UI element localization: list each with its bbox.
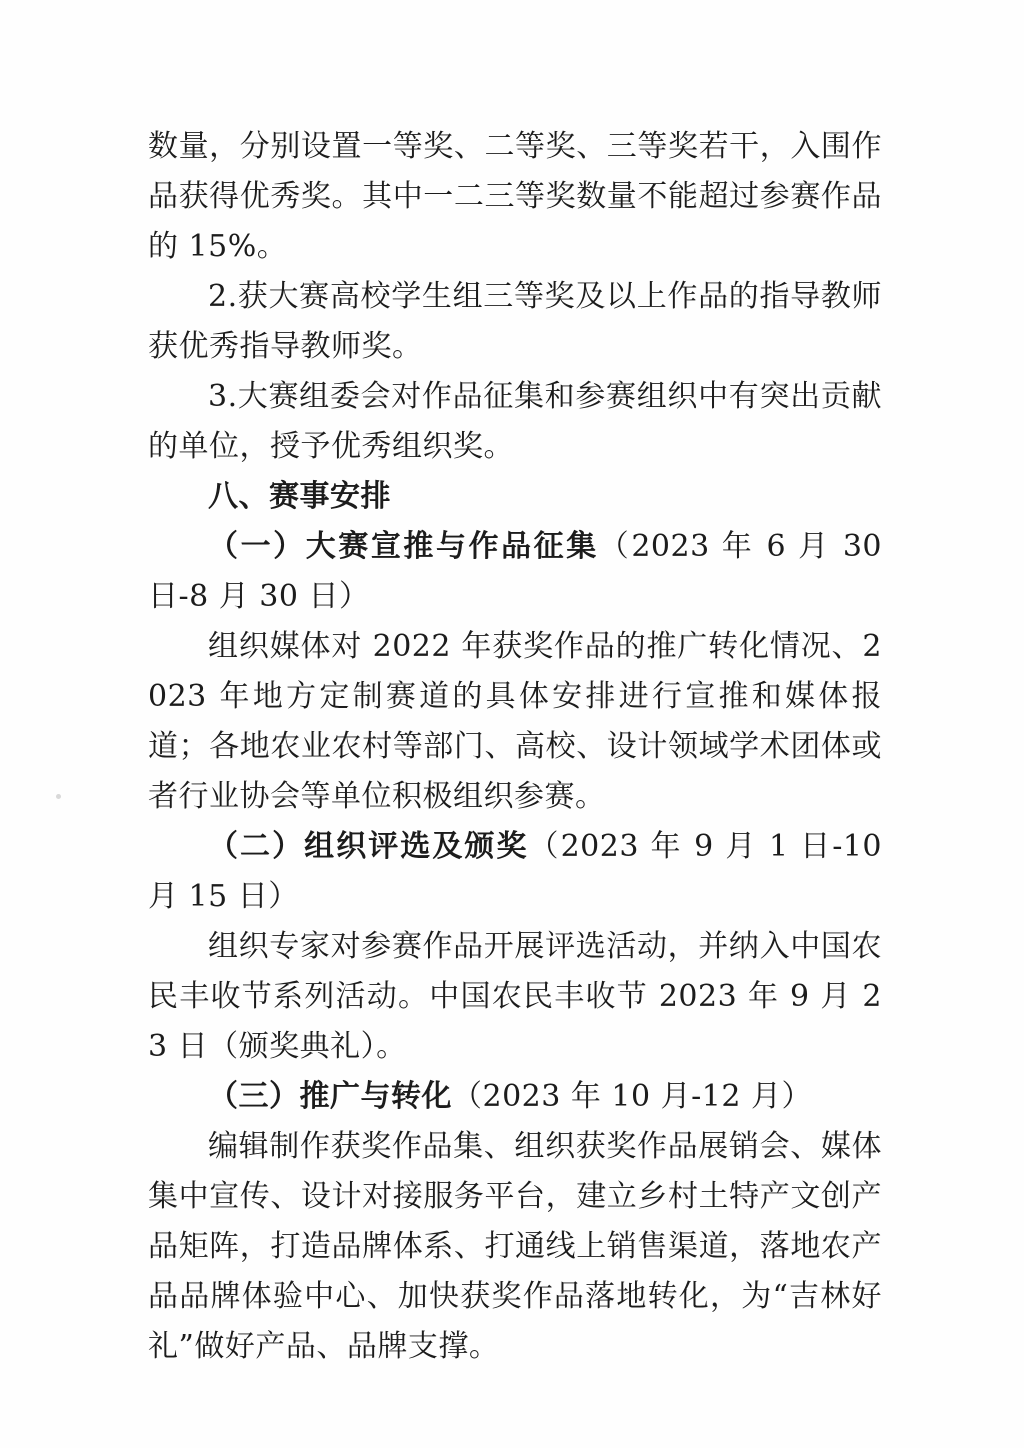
paragraph xyxy=(148,122,882,272)
paragraph-text: 2.获大赛高校学生组三等奖及以上作品的指导教师获优秀指导教师奖。 xyxy=(148,279,882,364)
paragraph-text: 编辑制作获奖作品集、组织获奖作品展销会、媒体集中宣传、设计对接服务平台，建立乡村土特产文创产品矩阵，打造品牌体系、打通线上销售渠道，落地农产品品牌体验中心、加快获奖作品落地转化，为“吉林好礼”做好产品、品牌支撑。 xyxy=(148,1129,882,1364)
paragraph xyxy=(148,822,882,922)
paragraph-text-bold: （一）大赛宣推与作品征集 xyxy=(208,529,599,564)
paragraph xyxy=(148,472,882,522)
paragraph-text: 数量，分别设置一等奖、二等奖、三等奖若干，入围作品获得优秀奖。其中一二三等奖数量不能超过参赛作品的 15%。 xyxy=(148,129,882,264)
paragraph-text: （2023 年 6 月 30 日-8 月 30 日） xyxy=(148,529,882,614)
paragraph-text: （2023 年 10 月-12 月） xyxy=(452,1079,812,1114)
paragraph xyxy=(148,922,882,1072)
paragraph-text-bold: （三）推广与转化 xyxy=(208,1079,452,1114)
paragraph-text: （2023 年 9 月 1 日-10 月 15 日） xyxy=(148,829,883,914)
paragraph xyxy=(148,1072,882,1122)
paragraph-text-bold: （二）组织评选及颁奖 xyxy=(208,829,529,864)
paragraph xyxy=(148,272,882,372)
paragraph-text-bold: 八、赛事安排 xyxy=(208,479,391,514)
paragraph xyxy=(148,372,882,472)
paragraph xyxy=(148,522,882,622)
paragraph-text: 3.大赛组委会对作品征集和参赛组织中有突出贡献的单位，授予优秀组织奖。 xyxy=(148,379,882,464)
document-body xyxy=(148,122,882,1372)
paragraph-text: 组织媒体对 2022 年获奖作品的推广转化情况、2023 年地方定制赛道的具体安排进行宣推和媒体报道；各地农业农村等部门、高校、设计领域学术团体或者行业协会等单位积极组织参赛。 xyxy=(148,629,882,814)
paragraph xyxy=(148,622,882,822)
paragraph xyxy=(148,1122,882,1372)
scan-artifact-speck xyxy=(56,794,61,799)
paragraph-text: 组织专家对参赛作品开展评选活动，并纳入中国农民丰收节系列活动。中国农民丰收节 2023 年 9 月 23 日（颁奖典礼）。 xyxy=(148,929,882,1064)
